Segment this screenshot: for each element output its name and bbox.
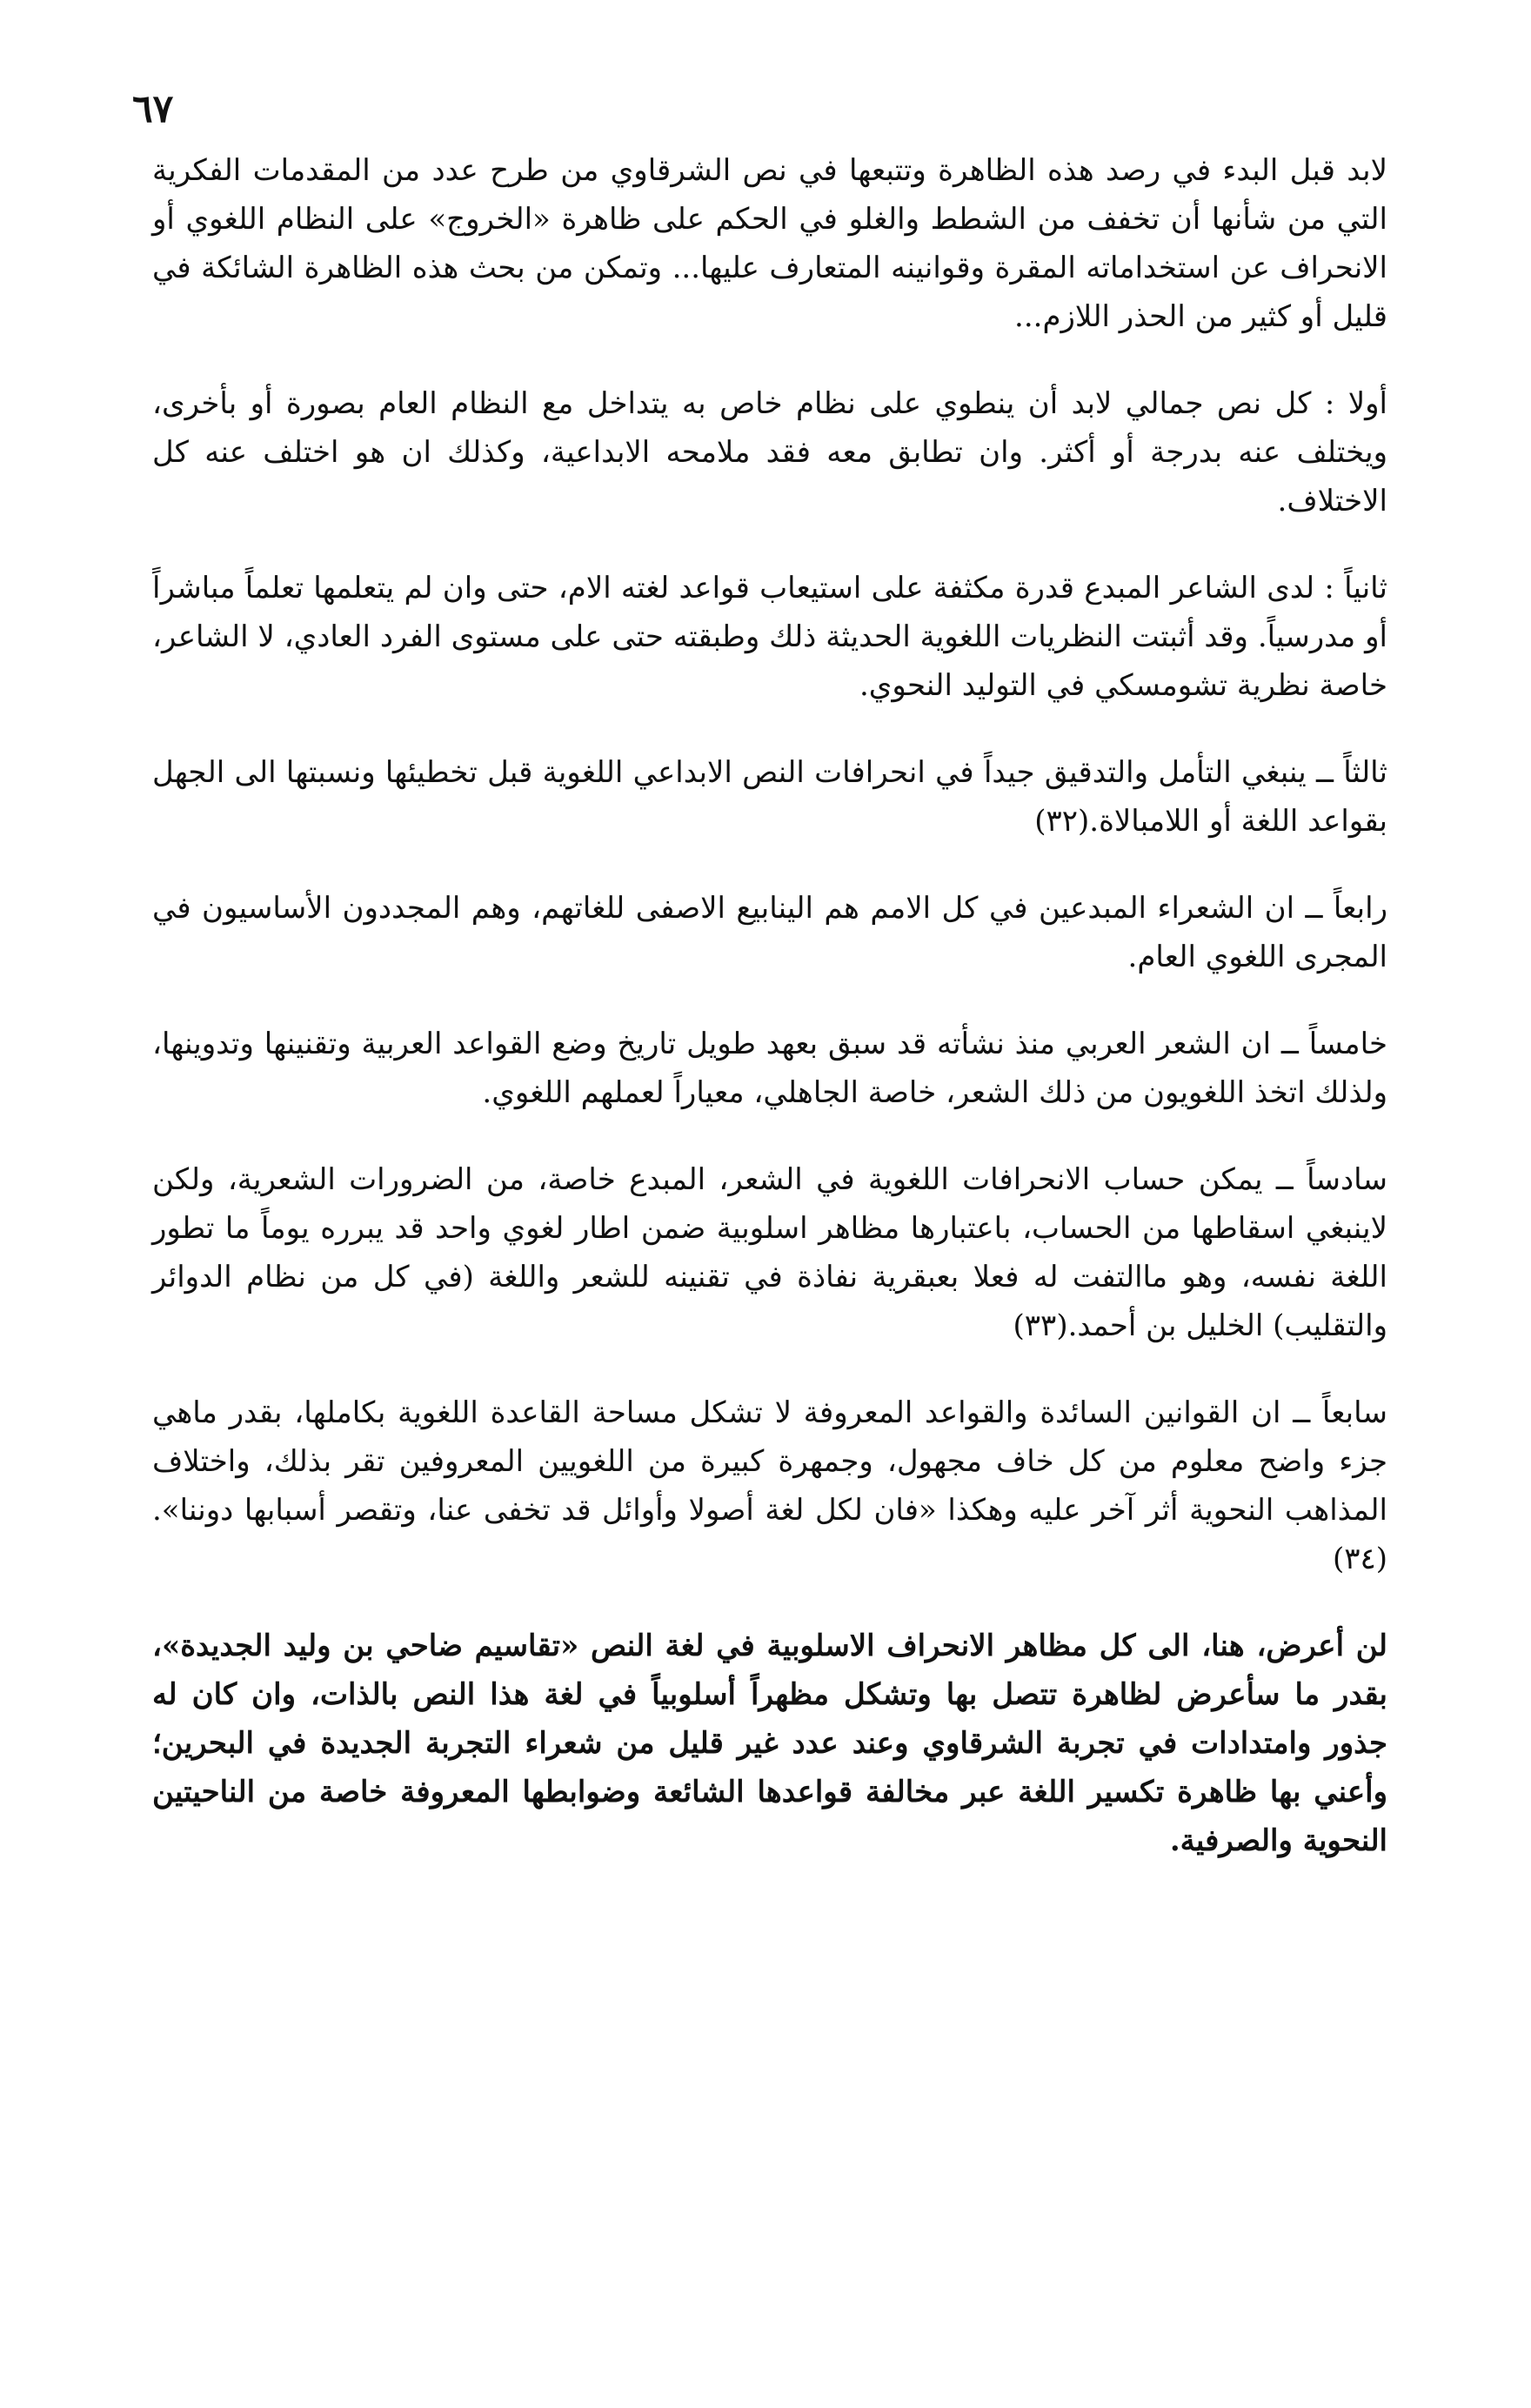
paragraph-fourth-premise: رابعاً ــ ان الشعراء المبدعين في كل الامم هم الينابيع الاصفى للغاتهم، وهم المجددون الأساسيون في المجرى اللغوي العام.	[152, 891, 1387, 974]
body-text	[152, 146, 1387, 1903]
paragraph-conclusion: لن أعرض، هنا، الى كل مظاهر الانحراف الاسلوبية في لغة النص «تقاسيم ضاحي بن وليد الجديدة»، بقدر ما سأعرض لظاهرة تتصل بها وتشكل مظهراً أسلوبياً في لغة هذا النص بالذات، وان كان له جذور وامتدادات في تجربة الشرقاوي وعند عدد غير قليل من شعراء التجربة الجديدة في البحرين؛ وأعني بها ظاهرة تكسير اللغة عبر مخالفة قواعدها الشائعة وضوابطها المعروفة خاصة من الناحيتين النحوية والصرفية.	[152, 1629, 1388, 1858]
paragraph-seventh-premise: سابعاً ــ ان القوانين السائدة والقواعد المعروفة لا تشكل مساحة القاعدة اللغوية بكاملها، بقدر ماهي جزء واضح معلوم من كل خاف مجهول، وجمهرة كبيرة من اللغويين المعروفين تقر بذلك، واختلاف المذاهب النحوية أثر آخر عليه وهكذا «فان لكل لغة أصولا وأوائل قد تخفى عنا، وتقصر أسبابها دوننا».(٣٤)	[152, 1395, 1387, 1576]
paragraph-third-premise: ثالثاً ــ ينبغي التأمل والتدقيق جيداً في انحرافات النص الابداعي اللغوية قبل تخطيئها ونسبتها الى الجهل بقواعد اللغة أو اللامبالاة.(٣٢)	[152, 755, 1387, 839]
paragraph-intro: لابد قبل البدء في رصد هذه الظاهرة وتتبعها في نص الشرقاوي من طرح عدد من المقدمات الفكرية التي من شأنها أن تخفف من الشطط والغلو في الحكم على ظاهرة «الخروج» على النظام اللغوي أو الانحراف عن استخداماته المقرة وقوانينه المتعارف عليها... وتمكن من بحث هذه الظاهرة الشائكة في قليل أو كثير من الحذر اللازم...	[152, 153, 1387, 334]
paragraph-first-premise: أولا : كل نص جمالي لابد أن ينطوي على نظام خاص به يتداخل مع النظام العام بصورة أو بأخرى، ويختلف عنه بدرجة أو أكثر. وان تطابق معه فقد ملامحه الابداعية، وكذلك ان هو اختلف عنه كل الاختلاف.	[152, 386, 1388, 518]
paragraph-fifth-premise: خامساً ــ ان الشعر العربي منذ نشأته قد سبق بعهد طويل تاريخ وضع القواعد العربية وتقنينها وتدوينها، ولذلك اتخذ اللغويون من ذلك الشعر، خاصة الجاهلي، معياراً لعملهم اللغوي.	[152, 1027, 1387, 1110]
paragraph-second-premise: ثانياً : لدى الشاعر المبدع قدرة مكثفة على استيعاب قواعد لغته الام، حتى وان لم يتعلمها تعلماً مباشراً أو مدرسياً. وقد أثبتت النظريات اللغوية الحديثة ذلك وطبقته حتى على مستوى الفرد العادي، لا الشاعر، خاصة نظرية تشومسكي في التوليد النحوي.	[152, 571, 1387, 703]
paragraph-sixth-premise: سادساً ــ يمكن حساب الانحرافات اللغوية في الشعر، المبدع خاصة، من الضرورات الشعرية، ولكن لاينبغي اسقاطها من الحساب، باعتبارها مظاهر اسلوبية ضمن اطار لغوي واحد قد يبرره يوماً ما تطور اللغة نفسه، وهو ماالتفت له فعلا بعبقرية نفاذة في تقنينه للشعر واللغة (في كل من نظام الدوائر والتقليب) الخليل بن أحمد.(٣٣)	[152, 1162, 1387, 1343]
page-number: ٦٧	[132, 87, 174, 131]
